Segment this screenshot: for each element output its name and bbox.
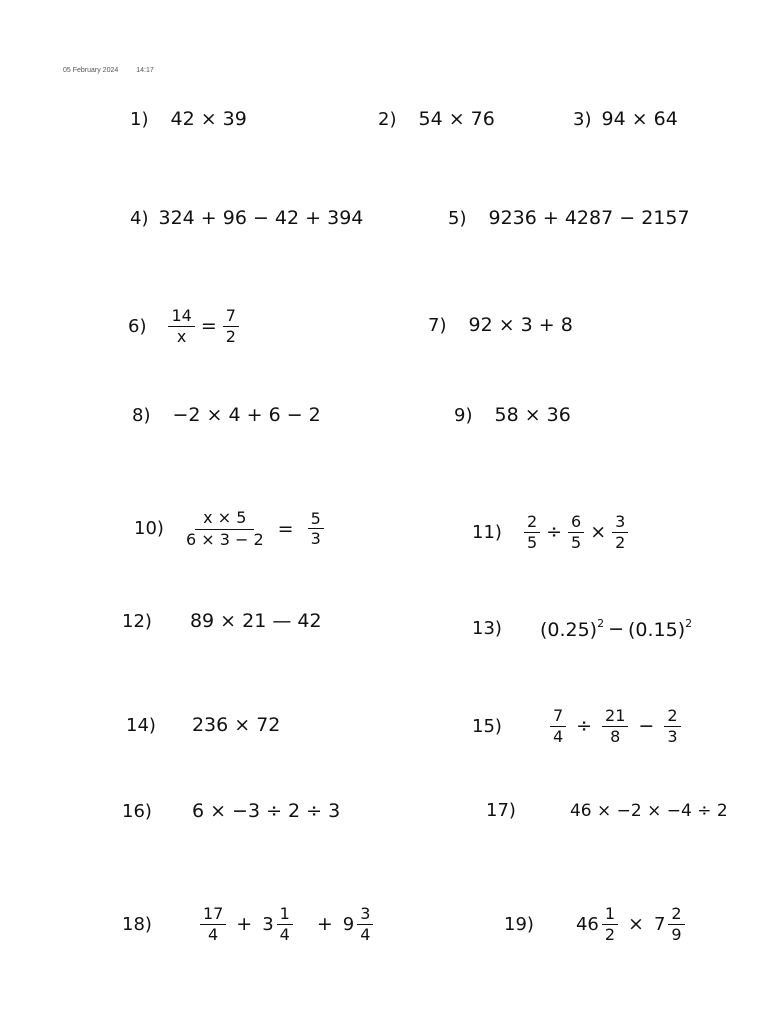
fraction — [612, 514, 628, 552]
numerator: 2 — [668, 906, 684, 925]
denominator: 3 — [667, 726, 678, 746]
fraction — [223, 308, 239, 346]
problem-12 — [122, 612, 322, 631]
time-text: 14:17 — [136, 67, 154, 74]
problem-11 — [472, 514, 628, 552]
problem-7 — [428, 316, 573, 335]
page-timestamp — [63, 67, 154, 74]
mixed-number — [576, 906, 618, 944]
problem-4 — [130, 209, 363, 228]
fraction — [357, 906, 373, 944]
problem-number: 1) — [130, 108, 149, 130]
equals-sign: = — [200, 315, 217, 338]
minus-sign: − — [608, 617, 624, 640]
denominator: x — [176, 326, 187, 346]
denominator: 2 — [615, 532, 626, 552]
denominator: 9 — [671, 924, 682, 944]
base-term: $(0.15)^2$ — [628, 617, 693, 641]
problem-8 — [132, 406, 321, 425]
problem-expression: 54 × 76 — [418, 108, 495, 130]
mixed-number — [262, 906, 293, 944]
divide-sign: ÷ — [546, 521, 563, 544]
problem-9 — [454, 406, 571, 425]
fraction — [602, 708, 628, 746]
problem-number: 14) — [126, 714, 156, 736]
problem-number: 6) — [128, 315, 147, 337]
fraction — [168, 308, 194, 346]
fraction — [200, 906, 226, 944]
denominator: 6 × 3 − 2 — [185, 529, 264, 549]
numerator: 1 — [602, 906, 618, 925]
problem-19 — [504, 906, 685, 944]
problem-6 — [128, 308, 239, 346]
problem-number: 10) — [134, 518, 164, 540]
fraction — [186, 510, 264, 549]
denominator: 5 — [571, 532, 582, 552]
fraction — [277, 906, 293, 944]
whole-part: 3 — [262, 913, 274, 935]
problem-number: 5) — [448, 207, 467, 229]
problem-number: 7) — [428, 314, 447, 336]
minus-sign: − — [638, 715, 655, 738]
problem-expression: 94 × 64 — [601, 108, 678, 130]
base-term: $(0.25)^2$ — [539, 617, 605, 641]
problem-2 — [378, 110, 495, 129]
equals-sign: = — [277, 517, 294, 540]
fraction — [524, 514, 540, 552]
date-text: 05 February 2024 — [63, 67, 119, 74]
numerator: 2 — [664, 708, 680, 727]
numerator: 17 — [200, 906, 226, 925]
problem-number: 9) — [454, 404, 473, 426]
denominator: 8 — [610, 726, 621, 746]
problem-number: 18) — [122, 913, 152, 935]
problem-15 — [472, 708, 681, 746]
denominator: 3 — [310, 529, 321, 549]
problem-3 — [573, 110, 678, 129]
problem-expression: 9236 + 4287 − 2157 — [488, 207, 690, 229]
problem-expression: 58 × 36 — [494, 404, 571, 426]
problem-5 — [448, 209, 690, 228]
problem-expression: −2 × 4 + 6 − 2 — [172, 404, 321, 426]
numerator: 7 — [550, 708, 566, 727]
problem-expression: 324 + 96 − 42 + 394 — [158, 207, 364, 229]
multiply-sign: × — [628, 913, 644, 936]
problem-number: 17) — [486, 800, 516, 821]
denominator: 5 — [526, 532, 538, 552]
problem-expression: 236 × 72 — [191, 714, 281, 736]
problem-number: 8) — [132, 404, 151, 426]
problem-expression: 46 × −2 × −4 ÷ 2 — [569, 800, 728, 821]
problem-14 — [126, 716, 280, 735]
problem-number: 11) — [472, 521, 502, 543]
numerator: 7 — [223, 308, 239, 327]
problem-number: 15) — [472, 715, 502, 737]
problem-expression: 92 × 3 + 8 — [468, 314, 573, 336]
numerator: 3 — [357, 906, 373, 925]
numerator: x × 5 — [195, 510, 254, 530]
problem-16 — [122, 802, 340, 821]
numerator: 21 — [602, 708, 628, 727]
problem-number: 13) — [472, 618, 502, 639]
fraction — [602, 906, 618, 944]
denominator: 4 — [279, 924, 290, 944]
problem-number: 3) — [573, 108, 592, 130]
numerator: 2 — [524, 514, 540, 533]
denominator: 4 — [552, 726, 564, 746]
numerator: 1 — [277, 906, 293, 925]
problem-expression: 89 × 21 — 42 — [189, 610, 322, 632]
whole-part: 7 — [653, 913, 666, 935]
numerator: 3 — [612, 514, 628, 533]
whole-part: 9 — [342, 913, 355, 935]
problem-expression: 42 × 39 — [170, 108, 247, 130]
problem-number: 19) — [504, 913, 534, 935]
numerator: 5 — [308, 511, 324, 530]
problem-number: 4) — [130, 207, 149, 229]
mixed-number — [343, 906, 374, 944]
exponent: 2 — [597, 617, 605, 630]
whole-part: 46 — [575, 913, 599, 935]
plus-sign: + — [316, 913, 333, 936]
problem-13 — [472, 618, 692, 640]
problem-18 — [122, 906, 373, 944]
fraction — [550, 708, 566, 746]
numerator: 14 — [168, 308, 194, 327]
exponent: 2 — [685, 617, 693, 630]
problem-number: 2) — [378, 108, 397, 130]
fraction — [668, 906, 684, 944]
problem-expression: 6 × −3 ÷ 2 ÷ 3 — [191, 800, 341, 822]
problem-number: 12) — [122, 610, 152, 632]
problem-17 — [486, 802, 728, 820]
denominator: 4 — [208, 924, 219, 944]
problem-10 — [134, 510, 324, 549]
problem-1 — [130, 110, 247, 129]
fraction — [308, 508, 324, 549]
mixed-number — [654, 906, 685, 944]
multiply-sign: × — [590, 521, 607, 544]
fraction — [568, 514, 584, 552]
fraction — [664, 708, 680, 746]
plus-sign: + — [236, 913, 253, 936]
numerator: 6 — [568, 514, 584, 533]
divide-sign: ÷ — [576, 715, 593, 738]
problem-number: 16) — [122, 800, 152, 822]
denominator: 4 — [360, 924, 371, 944]
denominator: 2 — [225, 326, 236, 346]
denominator: 2 — [604, 924, 616, 944]
